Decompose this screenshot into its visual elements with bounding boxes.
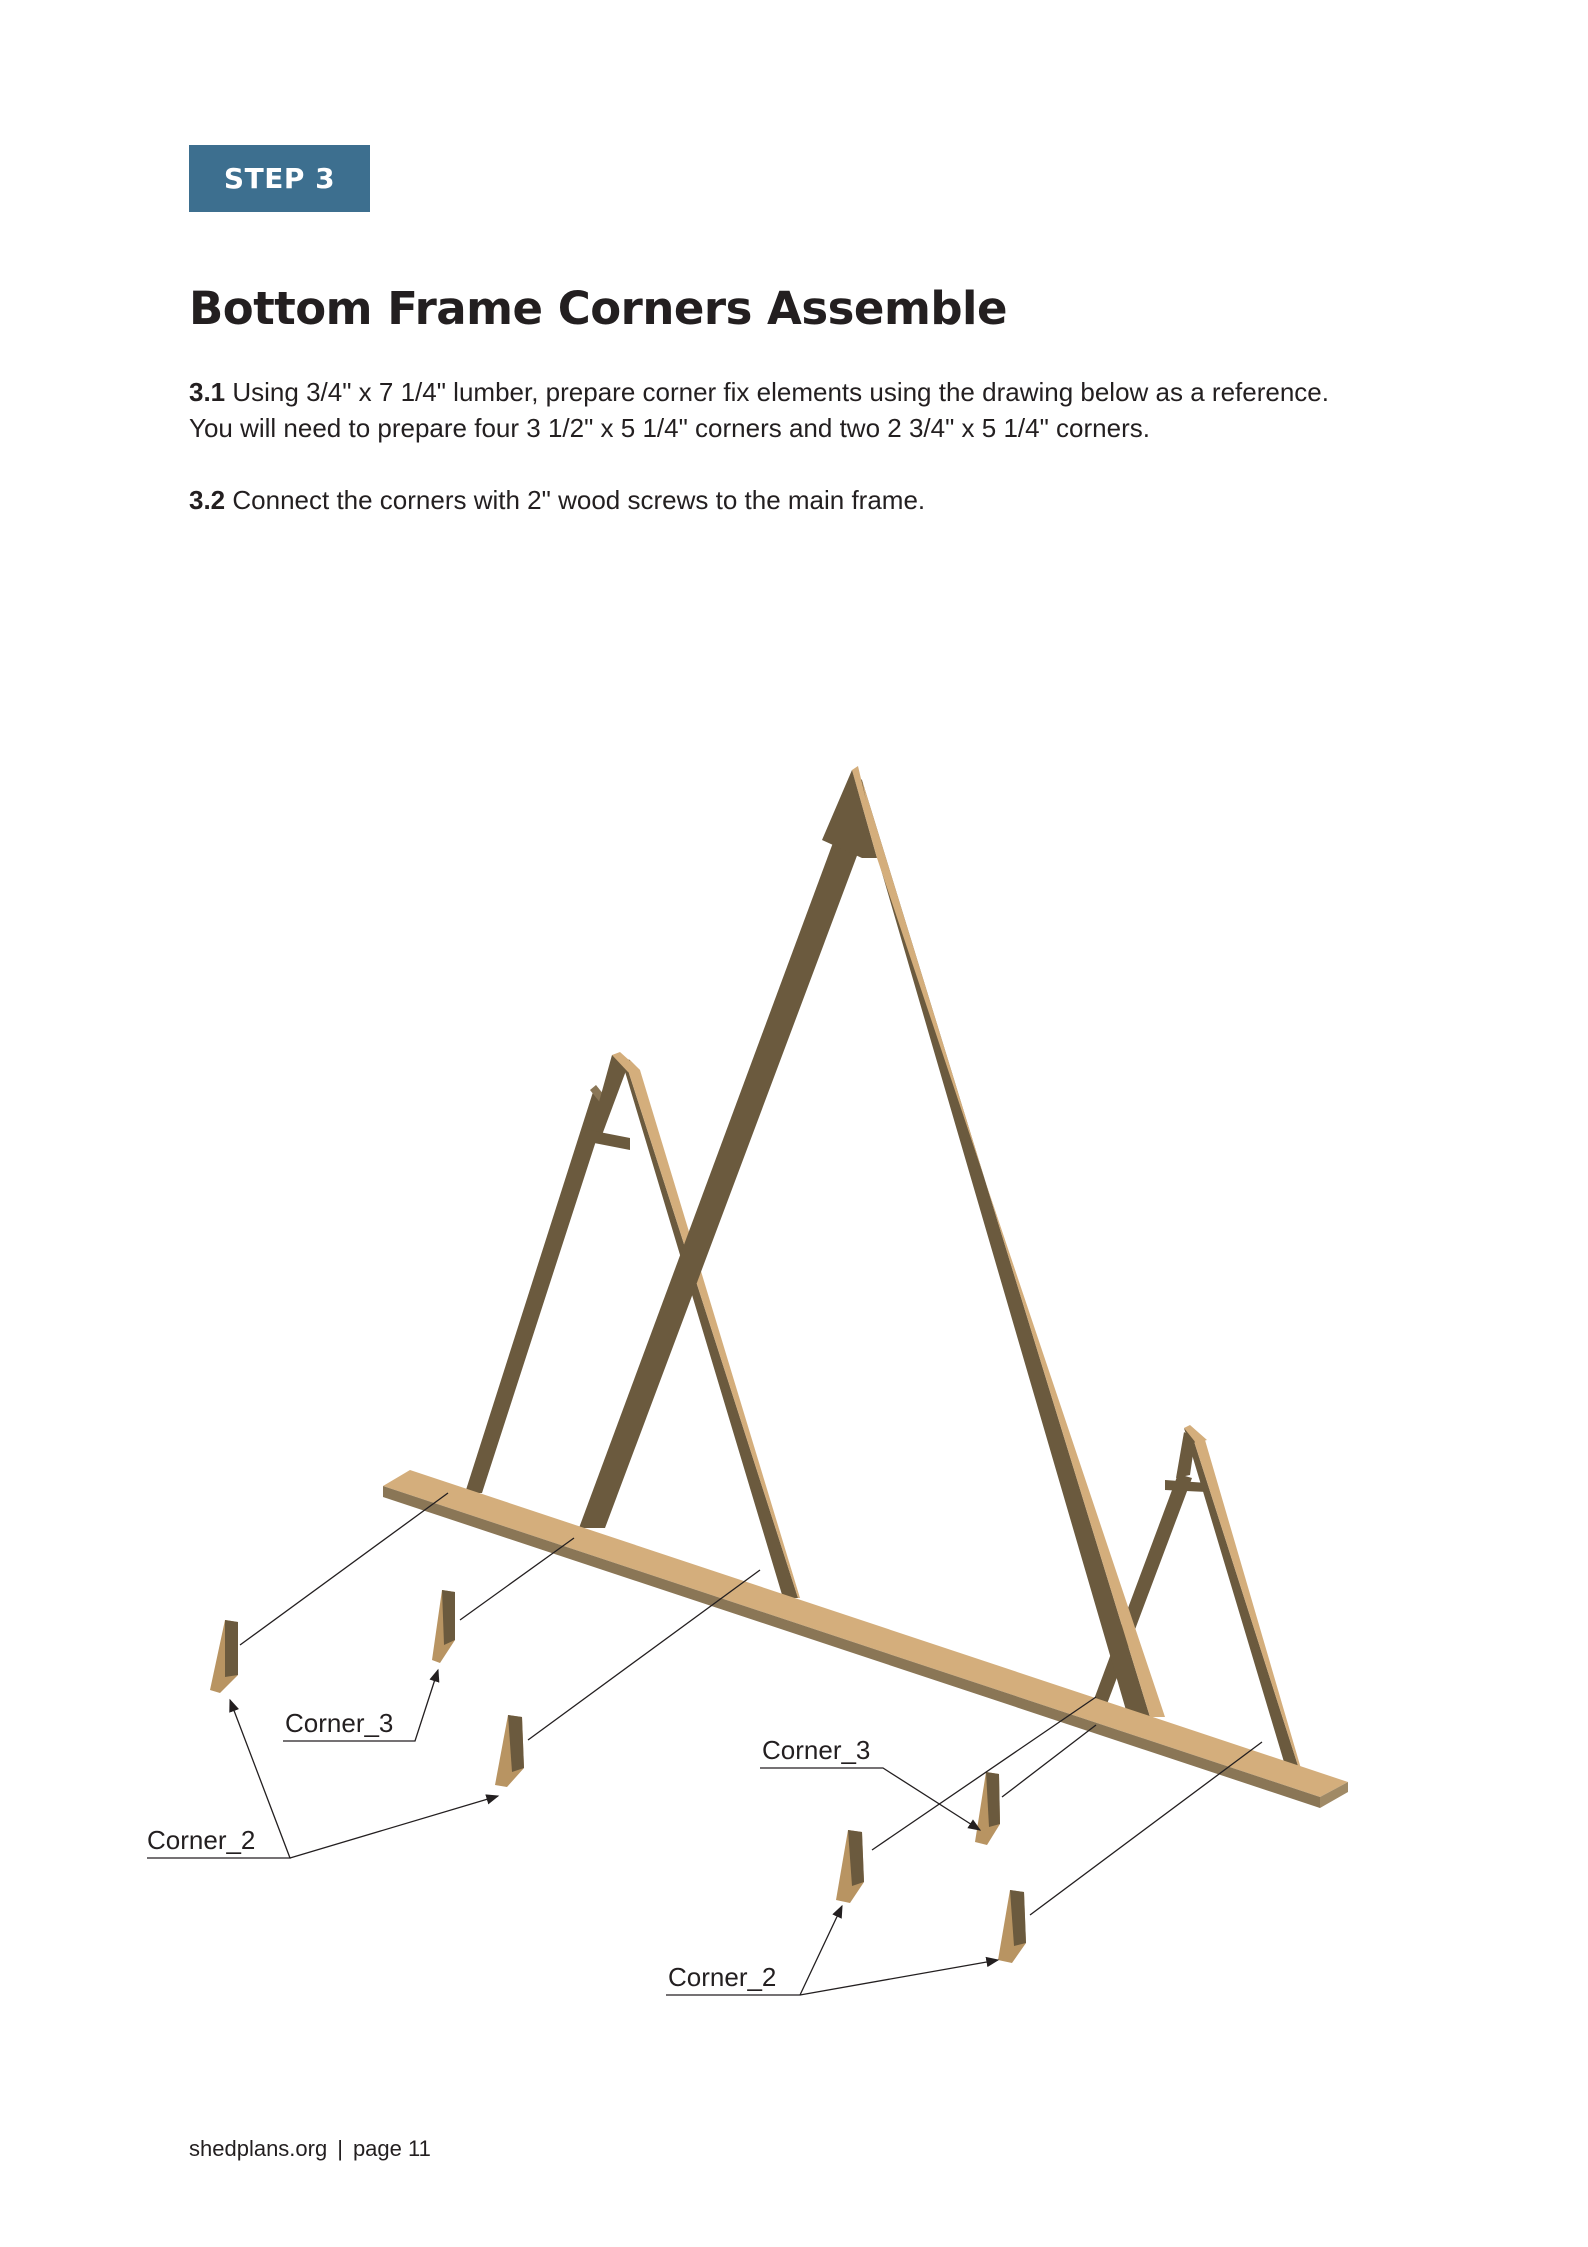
callout-leaders [147,1670,998,1995]
footer-page-number: page 11 [352,2136,431,2161]
label-corner-3-right: Corner_3 [762,1735,871,1765]
instruction-text: You will need to prepare four 3 1/2" x 5 1/4" corners and two 2 3/4" x 5 1/4" corners. [189,413,1150,443]
footer-separator: | [337,2136,343,2161]
label-corner-3-left: Corner_3 [285,1708,394,1738]
instruction-number: 3.2 [189,485,233,515]
instruction-text: Connect the corners with 2" wood screws to the main frame. [232,485,926,515]
page-title: Bottom Frame Corners Assemble [189,282,1007,335]
label-corner-2-left: Corner_2 [147,1825,256,1855]
step-badge: STEP 3 [189,145,370,212]
instruction-text: Using 3/4" x 7 1/4" lumber, prepare corner fix elements using the drawing below as a reference. [232,377,1329,407]
instruction-number: 3.1 [189,377,233,407]
footer-site: shedplans.org [189,2136,328,2161]
page-footer [189,2136,431,2162]
label-corner-2-right: Corner_2 [668,1962,777,1992]
